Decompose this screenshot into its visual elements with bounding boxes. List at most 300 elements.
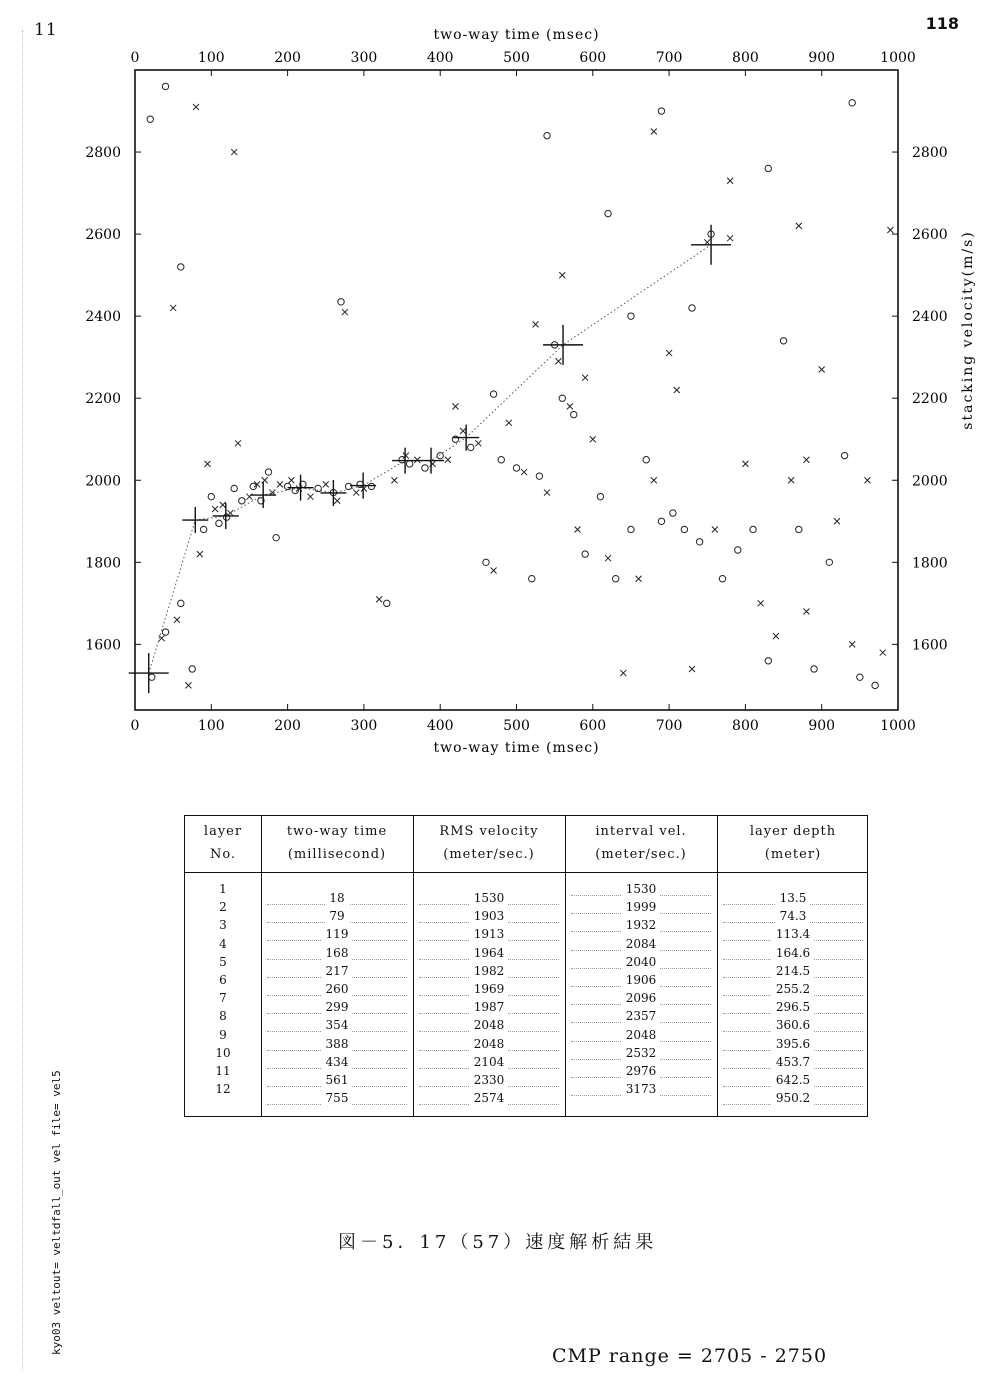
semblance-circle-marker (422, 465, 428, 471)
semblance-cross-marker (689, 666, 695, 672)
cell-value: 2330 (470, 1073, 509, 1087)
x-tick-label-top: 900 (808, 50, 836, 66)
semblance-circle-marker (529, 576, 535, 582)
table-cell-interval-vel (565, 989, 717, 1007)
semblance-circle-marker (208, 493, 214, 499)
semblance-circle-marker (719, 576, 725, 582)
x-tick-label-bottom: 800 (732, 718, 759, 734)
table-cell-interval-vel (565, 1044, 717, 1062)
semblance-circle-marker (559, 395, 565, 401)
table-cell-layer-no (185, 898, 261, 916)
cell-value: 296.5 (772, 1000, 814, 1014)
y-tick-label-right: 2000 (912, 473, 948, 490)
semblance-cross-marker (880, 650, 886, 656)
page-number: 118 (925, 14, 959, 33)
semblance-cross-marker (174, 617, 180, 623)
x-tick-label-bottom: 700 (655, 718, 683, 734)
table-cell-rms-velocity (413, 907, 565, 925)
semblance-circle-marker (468, 444, 474, 450)
semblance-cross-marker (452, 403, 458, 409)
cell-value: 2096 (622, 991, 661, 1005)
x-tick-label-top: 800 (732, 50, 759, 66)
semblance-cross-marker (170, 305, 176, 311)
semblance-cross-marker (231, 149, 237, 155)
header-line1: RMS velocity (439, 824, 539, 839)
cell-value: 1530 (622, 882, 661, 896)
semblance-circle-marker (750, 526, 756, 532)
semblance-cross-marker (414, 457, 420, 463)
cell-value: 1906 (622, 973, 661, 987)
table-header-cell (413, 816, 565, 876)
table-cell-layer-no (185, 971, 261, 989)
plot-frame (135, 70, 898, 710)
velocity-pick-cross (543, 325, 583, 365)
table-header-cell (565, 816, 717, 876)
semblance-circle-marker (872, 682, 878, 688)
semblance-circle-marker (147, 116, 153, 122)
table-cell-layer-depth (717, 907, 869, 925)
x-tick-label-top: 100 (197, 50, 225, 66)
semblance-circle-marker (338, 299, 344, 305)
semblance-cross-marker (803, 609, 809, 615)
header-line2: (meter/sec.) (595, 847, 687, 862)
y-tick-label-left: 2200 (85, 391, 121, 408)
cell-value: 10 (211, 1046, 234, 1060)
cell-value: 1903 (470, 909, 509, 923)
cell-value: 255.2 (772, 982, 814, 996)
y-tick-label-left: 1800 (85, 555, 121, 572)
semblance-cross-marker (605, 555, 611, 561)
x-tick-label-top: 0 (130, 50, 140, 66)
semblance-circle-marker (670, 510, 676, 516)
semblance-circle-marker (384, 600, 390, 606)
header-line2: No. (209, 847, 237, 862)
semblance-cross-marker (758, 600, 764, 606)
y-tick-label-left: 2000 (85, 473, 121, 490)
semblance-circle-marker (765, 165, 771, 171)
cell-value: 395.6 (772, 1037, 814, 1051)
semblance-circle-marker (796, 526, 802, 532)
table-cell-layer-no (185, 1080, 261, 1098)
semblance-cross-marker (197, 551, 203, 557)
header-line1: interval vel. (595, 824, 687, 839)
semblance-cross-marker (323, 481, 329, 487)
velocity-pick-cross (182, 507, 208, 533)
cell-value: 214.5 (772, 964, 814, 978)
velocity-pick-cross (288, 475, 314, 501)
semblance-circle-marker (178, 600, 184, 606)
cmp-range-label: CMP range = 2705 - 2750 (552, 1345, 828, 1367)
table-cell-layer-no (185, 1062, 261, 1080)
x-axis-title-bottom: two-way time (msec) (433, 740, 600, 756)
semblance-cross-marker (376, 596, 382, 602)
x-tick-label-top: 500 (503, 50, 530, 66)
semblance-cross-marker (567, 403, 573, 409)
semblance-circle-marker (189, 666, 195, 672)
table-cell-two-way-time (261, 925, 413, 943)
semblance-circle-marker (689, 305, 695, 311)
semblance-circle-marker (406, 461, 412, 467)
semblance-circle-marker (513, 465, 519, 471)
table-cell-two-way-time (261, 980, 413, 998)
table-cell-layer-no (185, 1026, 261, 1044)
x-tick-label-top: 400 (426, 50, 454, 66)
table-cell-rms-velocity (413, 1071, 565, 1089)
semblance-cross-marker (391, 477, 397, 483)
table-cell-two-way-time (261, 962, 413, 980)
cell-value: 388 (322, 1037, 353, 1051)
cell-value: 6 (215, 973, 231, 987)
semblance-circle-marker (571, 411, 577, 417)
cell-value: 2048 (470, 1037, 509, 1051)
semblance-cross-marker (342, 309, 348, 315)
x-axis-title-top: two-way time (msec) (433, 27, 600, 43)
cell-value: 1 (215, 882, 231, 896)
table-header-cell (185, 816, 261, 876)
header-line2: (millisecond) (287, 847, 387, 862)
cell-value: 3173 (622, 1082, 661, 1096)
cell-value: 2357 (622, 1009, 661, 1023)
table-cell-two-way-time (261, 1035, 413, 1053)
table-cell-interval-vel (565, 935, 717, 953)
cell-value: 7 (215, 991, 231, 1005)
table-cell-layer-depth (717, 944, 869, 962)
table-cell-interval-vel (565, 880, 717, 898)
figure-caption: 図－5．17（57）速度解析結果 (338, 1232, 658, 1253)
table-cell-layer-depth (717, 998, 869, 1016)
cell-value: 642.5 (772, 1073, 814, 1087)
table-cell-interval-vel (565, 1080, 717, 1098)
x-tick-label-bottom: 400 (426, 718, 454, 734)
table-cell-rms-velocity (413, 889, 565, 907)
table-header-cell (717, 816, 869, 876)
semblance-circle-marker (643, 457, 649, 463)
table-cell-interval-vel (565, 1007, 717, 1025)
table-cell-layer-no (185, 989, 261, 1007)
cell-value: 2048 (622, 1028, 661, 1042)
semblance-circle-marker (315, 485, 321, 491)
cell-value: 1913 (470, 927, 509, 941)
cell-value: 79 (325, 909, 348, 923)
cell-value: 2104 (470, 1055, 509, 1069)
cell-value: 164.6 (772, 946, 814, 960)
table-cell-layer-depth (717, 1089, 869, 1107)
table-cell-two-way-time (261, 944, 413, 962)
x-tick-label-bottom: 200 (274, 718, 301, 734)
cell-value: 5 (215, 955, 231, 969)
y-tick-label-right: 1800 (912, 555, 948, 572)
table-cell-layer-no (185, 1044, 261, 1062)
y-tick-label-left: 1600 (85, 637, 121, 654)
table-cell-rms-velocity (413, 962, 565, 980)
semblance-cross-marker (491, 568, 497, 574)
semblance-cross-marker (254, 481, 260, 487)
cell-value: 354 (322, 1018, 353, 1032)
cell-value: 434 (322, 1055, 353, 1069)
table-cell-layer-depth (717, 925, 869, 943)
y-tick-label-left: 2800 (85, 145, 121, 162)
cell-value: 9 (215, 1028, 231, 1042)
semblance-cross-marker (803, 457, 809, 463)
semblance-circle-marker (605, 210, 611, 216)
x-tick-label-top: 300 (350, 50, 378, 66)
table-cell-rms-velocity (413, 998, 565, 1016)
semblance-cross-marker (887, 227, 893, 233)
cell-value: 119 (322, 927, 353, 941)
semblance-cross-marker (544, 490, 550, 496)
velocity-pick-cross (320, 480, 346, 506)
table-cell-layer-depth (717, 980, 869, 998)
table-cell-layer-depth (717, 889, 869, 907)
semblance-cross-marker (235, 440, 241, 446)
table-cell-rms-velocity (413, 1089, 565, 1107)
table-cell-two-way-time (261, 1089, 413, 1107)
semblance-circle-marker (765, 658, 771, 664)
table-cell-two-way-time (261, 998, 413, 1016)
velocity-table (184, 815, 868, 1117)
semblance-cross-marker (555, 358, 561, 364)
table-cell-interval-vel (565, 916, 717, 934)
semblance-circle-marker (265, 469, 271, 475)
table-cell-interval-vel (565, 898, 717, 916)
semblance-cross-marker (636, 576, 642, 582)
x-tick-label-top: 700 (655, 50, 683, 66)
table-cell-interval-vel (565, 1062, 717, 1080)
y-tick-label-right: 2600 (912, 227, 948, 244)
cell-value: 2084 (622, 937, 661, 951)
y-axis-title-right: stacking velocity(m/s) (960, 230, 976, 430)
table-cell-rms-velocity (413, 925, 565, 943)
semblance-cross-marker (212, 506, 218, 512)
semblance-circle-marker (483, 559, 489, 565)
y-tick-label-left: 2400 (85, 309, 121, 326)
y-tick-label-right: 2400 (912, 309, 948, 326)
semblance-cross-marker (773, 633, 779, 639)
semblance-circle-marker (216, 520, 222, 526)
semblance-cross-marker (712, 526, 718, 532)
table-cell-two-way-time (261, 907, 413, 925)
semblance-cross-marker (666, 350, 672, 356)
cell-value: 1987 (470, 1000, 509, 1014)
table-cell-two-way-time (261, 1071, 413, 1089)
cell-value: 1932 (622, 918, 661, 932)
semblance-cross-marker (620, 670, 626, 676)
semblance-circle-marker (857, 674, 863, 680)
cell-value: 260 (322, 982, 353, 996)
semblance-cross-marker (521, 469, 527, 475)
semblance-cross-marker (460, 428, 466, 434)
semblance-circle-marker (582, 551, 588, 557)
cell-value: 11 (211, 1064, 234, 1078)
table-cell-layer-no (185, 880, 261, 898)
x-tick-label-bottom: 1000 (880, 718, 916, 734)
semblance-cross-marker (727, 178, 733, 184)
cell-value: 299 (322, 1000, 353, 1014)
semblance-circle-marker (284, 483, 290, 489)
semblance-circle-marker (162, 629, 168, 635)
table-cell-two-way-time (261, 1016, 413, 1034)
semblance-circle-marker (178, 264, 184, 270)
table-cell-rms-velocity (413, 1016, 565, 1034)
header-line2: (meter) (764, 847, 822, 862)
cell-value: 74.3 (776, 909, 811, 923)
table-cell-layer-no (185, 953, 261, 971)
semblance-circle-marker (681, 526, 687, 532)
semblance-cross-marker (590, 436, 596, 442)
cell-value: 12 (211, 1082, 234, 1096)
cell-value: 4 (215, 937, 231, 951)
table-cell-layer-depth (717, 1016, 869, 1034)
semblance-circle-marker (658, 518, 664, 524)
semblance-cross-marker (727, 235, 733, 241)
semblance-circle-marker (273, 534, 279, 540)
cell-value: 1969 (470, 982, 509, 996)
cell-value: 3 (215, 918, 231, 932)
semblance-circle-marker (490, 391, 496, 397)
semblance-circle-marker (544, 132, 550, 138)
table-cell-layer-no (185, 935, 261, 953)
cell-value: 2 (215, 900, 231, 914)
side-note: kyo03 veltout= veltdfall_out vel file= vel5 (50, 1070, 63, 1355)
semblance-cross-marker (353, 490, 359, 496)
semblance-cross-marker (849, 641, 855, 647)
x-tick-label-bottom: 900 (808, 718, 836, 734)
semblance-cross-marker (674, 387, 680, 393)
cell-value: 755 (322, 1091, 353, 1105)
semblance-circle-marker (826, 559, 832, 565)
semblance-cross-marker (277, 481, 283, 487)
cell-value: 2048 (470, 1018, 509, 1032)
semblance-circle-marker (612, 576, 618, 582)
semblance-cross-marker (796, 223, 802, 229)
y-tick-label-right: 1600 (912, 637, 948, 654)
semblance-cross-marker (582, 375, 588, 381)
cell-value: 8 (215, 1009, 231, 1023)
x-tick-label-top: 200 (274, 50, 301, 66)
cell-value: 1530 (470, 891, 509, 905)
x-tick-label-bottom: 500 (503, 718, 530, 734)
header-line2: (meter/sec.) (443, 847, 535, 862)
semblance-cross-marker (864, 477, 870, 483)
semblance-circle-marker (536, 473, 542, 479)
velocity-pick-cross (250, 482, 276, 508)
semblance-circle-marker (696, 539, 702, 545)
semblance-circle-marker (841, 452, 847, 458)
semblance-circle-marker (628, 526, 634, 532)
semblance-cross-marker (575, 526, 581, 532)
table-cell-layer-depth (717, 1035, 869, 1053)
header-line1: two-way time (286, 824, 388, 839)
semblance-circle-marker (231, 485, 237, 491)
semblance-cross-marker (307, 494, 313, 500)
cell-value: 13.5 (776, 891, 811, 905)
semblance-cross-marker (334, 498, 340, 504)
semblance-cross-marker (506, 420, 512, 426)
semblance-cross-marker (445, 457, 451, 463)
table-cell-rms-velocity (413, 1053, 565, 1071)
table-cell-rms-velocity (413, 944, 565, 962)
semblance-circle-marker (849, 100, 855, 106)
semblance-cross-marker (651, 477, 657, 483)
x-tick-label-bottom: 300 (350, 718, 378, 734)
semblance-circle-marker (597, 493, 603, 499)
table-cell-layer-depth (717, 1071, 869, 1089)
semblance-cross-marker (361, 485, 367, 491)
semblance-circle-marker (149, 674, 155, 680)
table-cell-layer-depth (717, 1053, 869, 1071)
y-tick-label-right: 2200 (912, 391, 948, 408)
table-cell-layer-no (185, 1007, 261, 1025)
x-tick-label-top: 1000 (880, 50, 916, 66)
semblance-cross-marker (204, 461, 210, 467)
cell-value: 1999 (622, 900, 661, 914)
semblance-circle-marker (368, 483, 374, 489)
table-cell-interval-vel (565, 953, 717, 971)
cell-value: 561 (322, 1073, 353, 1087)
margin-number: 11 (34, 20, 58, 40)
table-header-cell (261, 816, 413, 876)
semblance-cross-marker (220, 502, 226, 508)
semblance-cross-marker (193, 104, 199, 110)
cell-value: 113.4 (772, 927, 814, 941)
x-tick-label-top: 600 (579, 50, 607, 66)
cell-value: 453.7 (772, 1055, 814, 1069)
cell-value: 2574 (470, 1091, 509, 1105)
semblance-cross-marker (185, 682, 191, 688)
semblance-cross-marker (651, 129, 657, 135)
table-cell-layer-no (185, 916, 261, 934)
cell-value: 360.6 (772, 1018, 814, 1032)
semblance-circle-marker (239, 498, 245, 504)
semblance-cross-marker (288, 477, 294, 483)
semblance-circle-marker (162, 83, 168, 89)
table-cell-interval-vel (565, 971, 717, 989)
velocity-function-line (149, 245, 711, 673)
semblance-cross-marker (403, 453, 409, 459)
x-tick-label-bottom: 0 (130, 718, 140, 734)
velocity-pick-cross (392, 448, 418, 474)
table-cell-interval-vel (565, 1026, 717, 1044)
cell-value: 18 (325, 891, 348, 905)
table-cell-two-way-time (261, 889, 413, 907)
semblance-cross-marker (475, 440, 481, 446)
cell-value: 950.2 (772, 1091, 814, 1105)
semblance-cross-marker (533, 321, 539, 327)
cell-value: 2976 (622, 1064, 661, 1078)
semblance-circle-marker (811, 666, 817, 672)
semblance-circle-marker (345, 483, 351, 489)
table-cell-layer-depth (717, 962, 869, 980)
semblance-cross-marker (742, 461, 748, 467)
semblance-cross-marker (834, 518, 840, 524)
cell-value: 2532 (622, 1046, 661, 1060)
header-line1: layer depth (749, 824, 837, 839)
semblance-circle-marker (200, 526, 206, 532)
semblance-circle-marker (628, 313, 634, 319)
table-cell-rms-velocity (413, 1035, 565, 1053)
semblance-circle-marker (780, 338, 786, 344)
cell-value: 1964 (470, 946, 509, 960)
semblance-cross-marker (819, 366, 825, 372)
semblance-circle-marker (437, 452, 443, 458)
y-tick-label-left: 2600 (85, 227, 121, 244)
table-cell-two-way-time (261, 1053, 413, 1071)
cell-value: 217 (322, 964, 353, 978)
cell-value: 1982 (470, 964, 509, 978)
cell-value: 2040 (622, 955, 661, 969)
x-tick-label-bottom: 600 (579, 718, 607, 734)
semblance-circle-marker (735, 547, 741, 553)
